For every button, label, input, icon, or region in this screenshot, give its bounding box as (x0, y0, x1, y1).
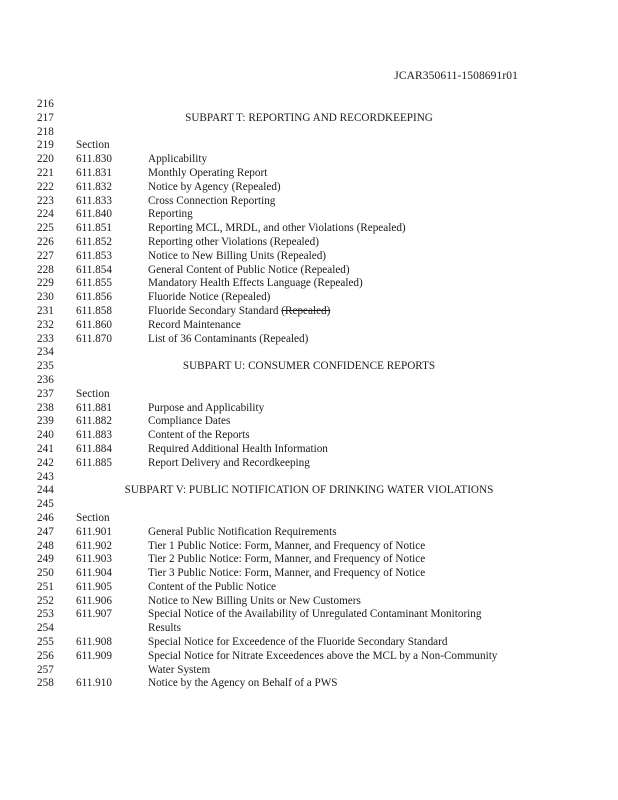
section-number: 611.908 (76, 636, 112, 649)
section-title (148, 181, 281, 195)
section-title-text: Content of the Public Notice (148, 580, 277, 593)
line-number: 219 (37, 139, 54, 152)
section-title (148, 636, 447, 650)
line-number: 223 (37, 194, 54, 207)
section-number: 611.910 (76, 677, 112, 690)
section-title-text: Fluoride Notice (Repealed) (148, 291, 271, 304)
section-number: 611.870 (76, 332, 112, 345)
document-line (0, 291, 618, 305)
section-title-text: Compliance Dates (148, 415, 231, 428)
struck-text: (Repealed) (281, 304, 331, 317)
section-title (148, 333, 308, 347)
document-line (0, 567, 618, 581)
line-number: 222 (37, 180, 54, 193)
section-title (148, 264, 350, 278)
line-number: 216 (37, 98, 54, 110)
section-title-text: Notice by the Agency on Behalf of a PWS (148, 677, 338, 690)
section-number: 611.854 (76, 263, 112, 276)
document-id-header: JCAR350611-1508691r01 (394, 70, 518, 82)
line-number: 220 (37, 153, 54, 166)
line-number: 240 (37, 429, 54, 442)
line-number: 238 (37, 401, 54, 414)
section-title (148, 677, 338, 691)
section-title (148, 291, 270, 305)
line-number: 230 (37, 291, 54, 304)
section-number: 611.901 (76, 525, 112, 538)
document-line (0, 471, 618, 485)
document-line (0, 167, 618, 181)
section-title-text: Tier 2 Public Notice: Form, Manner, and Frequency of Notice (148, 553, 426, 566)
section-title-text: Record Maintenance (148, 318, 241, 331)
line-number: 242 (37, 456, 54, 469)
line-number: 234 (37, 346, 54, 359)
section-title (148, 526, 337, 540)
section-column-label: Section (76, 139, 110, 152)
document-line (0, 415, 618, 429)
section-title (148, 236, 319, 250)
section-number: 611.853 (76, 249, 112, 262)
document-line (0, 636, 618, 650)
section-title-text: List of 36 Contaminants (Repealed) (148, 332, 309, 345)
section-title (148, 567, 425, 581)
document-line (0, 498, 618, 512)
section-number: 611.906 (76, 594, 112, 607)
section-number: 611.833 (76, 194, 112, 207)
document-line (0, 622, 618, 636)
line-number: 221 (37, 166, 54, 179)
section-title-text: General Content of Public Notice (Repealed) (148, 263, 350, 276)
line-number: 254 (37, 622, 54, 635)
section-number: 611.856 (76, 291, 112, 304)
section-title (148, 415, 230, 429)
line-number: 253 (37, 608, 54, 621)
section-title-text: Reporting (148, 208, 193, 221)
document-line (0, 677, 618, 691)
section-title (148, 208, 193, 222)
section-number: 611.881 (76, 401, 112, 414)
section-title-text: Content of the Reports (148, 429, 250, 442)
section-number: 611.852 (76, 235, 112, 248)
line-number: 232 (37, 318, 54, 331)
document-line (0, 139, 618, 153)
document-line (0, 333, 618, 347)
section-number: 611.904 (76, 567, 112, 580)
section-title-text: Report Delivery and Recordkeeping (148, 456, 310, 469)
line-number: 224 (37, 208, 54, 221)
line-number: 243 (37, 470, 54, 483)
line-number: 218 (37, 125, 54, 138)
document-line (0, 250, 618, 264)
document-line (0, 402, 618, 416)
line-number: 235 (37, 360, 54, 373)
line-number: 236 (37, 373, 54, 386)
section-number: 611.903 (76, 553, 112, 566)
section-title (148, 195, 275, 209)
document-line (0, 305, 618, 319)
document-line (0, 388, 618, 402)
section-title (148, 581, 276, 595)
document-line (0, 264, 618, 278)
section-title (148, 608, 481, 622)
line-number: 251 (37, 580, 54, 593)
line-number: 249 (37, 553, 54, 566)
document-line (0, 664, 618, 678)
document-line (0, 208, 618, 222)
line-number: 227 (37, 249, 54, 262)
document-line (0, 181, 618, 195)
section-title-text: Reporting MCL, MRDL, and other Violations (Repealed) (148, 222, 406, 235)
section-title (148, 250, 326, 264)
section-title-text: Notice by Agency (Repealed) (148, 180, 281, 193)
document-line (0, 374, 618, 388)
section-title-text: Results (148, 622, 181, 635)
line-number: 226 (37, 235, 54, 248)
line-number: 239 (37, 415, 54, 428)
line-number: 255 (37, 636, 54, 649)
document-line (0, 319, 618, 333)
section-title (148, 222, 406, 236)
document-line (0, 457, 618, 471)
document-line (0, 443, 618, 457)
line-number: 245 (37, 498, 54, 511)
section-number: 611.858 (76, 304, 112, 317)
subpart-heading: SUBPART T: REPORTING AND RECORDKEEPING (185, 111, 433, 124)
document-line (0, 98, 618, 112)
section-title-text: Monthly Operating Report (148, 166, 268, 179)
section-title (148, 540, 425, 554)
line-number: 237 (37, 387, 54, 400)
section-title (148, 429, 250, 443)
section-title-text: Tier 1 Public Notice: Form, Manner, and Frequency of Notice (148, 539, 426, 552)
section-title-text: Special Notice for Exceedence of the Fluoride Secondary Standard (148, 636, 448, 649)
document-line (0, 540, 618, 554)
line-number: 244 (37, 484, 54, 497)
section-title (148, 167, 267, 181)
document-line (0, 126, 618, 140)
line-number: 248 (37, 539, 54, 552)
document-line (0, 581, 618, 595)
section-title-text: Tier 3 Public Notice: Form, Manner, and Frequency of Notice (148, 567, 426, 580)
section-number: 611.832 (76, 180, 112, 193)
section-title-text: Special Notice for Nitrate Exceedences above the MCL by a Non-Community (148, 649, 498, 662)
section-title-text: Purpose and Applicability (148, 401, 265, 414)
line-number: 257 (37, 663, 54, 676)
document-line (0, 153, 618, 167)
document-line (0, 595, 618, 609)
document-line (0, 277, 618, 291)
section-title (148, 319, 241, 333)
subpart-heading: SUBPART U: CONSUMER CONFIDENCE REPORTS (182, 360, 436, 373)
document-line (0, 112, 618, 126)
line-number: 233 (37, 332, 54, 345)
section-title (148, 664, 210, 678)
section-title (148, 402, 264, 416)
section-number: 611.885 (76, 456, 112, 469)
section-title (148, 553, 425, 567)
document-line (0, 512, 618, 526)
line-number: 247 (37, 525, 54, 538)
section-number: 611.902 (76, 539, 112, 552)
section-title (148, 595, 361, 609)
document-line (0, 195, 618, 209)
section-title-text: General Public Notification Requirements (148, 525, 337, 538)
section-number: 611.851 (76, 222, 112, 235)
line-number: 229 (37, 277, 54, 290)
section-title-text: Mandatory Health Effects Language (Repealed) (148, 277, 363, 290)
line-number: 250 (37, 567, 54, 580)
line-number: 256 (37, 649, 54, 662)
section-column-label: Section (76, 511, 110, 524)
document-line (0, 236, 618, 250)
section-number: 611.907 (76, 608, 112, 621)
line-number: 225 (37, 222, 54, 235)
section-title (148, 650, 497, 664)
document-line (0, 650, 618, 664)
line-number: 246 (37, 511, 54, 524)
document-line (0, 429, 618, 443)
section-title-text: Notice to New Billing Units (Repealed) (148, 249, 327, 262)
section-title-text: Required Additional Health Information (148, 442, 328, 455)
section-title-text: Special Notice of the Availability of Unregulated Contaminant Monitoring (148, 608, 482, 621)
section-title-text: Notice to New Billing Units or New Customers (148, 594, 361, 607)
section-title (148, 443, 328, 457)
section-title (148, 277, 363, 291)
section-title (148, 457, 310, 471)
section-number: 611.855 (76, 277, 112, 290)
document-line (0, 360, 618, 374)
section-title-text: Reporting other Violations (Repealed) (148, 235, 319, 248)
section-number: 611.840 (76, 208, 112, 221)
section-number: 611.882 (76, 415, 112, 428)
subpart-heading: SUBPART V: PUBLIC NOTIFICATION OF DRINKING WATER VIOLATIONS (124, 484, 494, 497)
section-number: 611.831 (76, 166, 112, 179)
document-line (0, 553, 618, 567)
document-line (0, 526, 618, 540)
line-number: 241 (37, 442, 54, 455)
line-number: 217 (37, 111, 54, 124)
section-number: 611.905 (76, 580, 112, 593)
document-line (0, 346, 618, 360)
document-line (0, 608, 618, 622)
document-line (0, 222, 618, 236)
section-number: 611.860 (76, 318, 112, 331)
table-of-contents (0, 98, 618, 691)
section-number: 611.909 (76, 649, 112, 662)
section-number: 611.884 (76, 442, 112, 455)
section-title-text: Cross Connection Reporting (148, 194, 276, 207)
section-title (148, 153, 207, 167)
section-title-text: Applicability (148, 153, 208, 166)
line-number: 252 (37, 594, 54, 607)
section-number: 611.830 (76, 153, 112, 166)
document-line (0, 484, 618, 498)
section-title (148, 305, 330, 319)
line-number: 228 (37, 263, 54, 276)
line-number: 231 (37, 304, 54, 317)
line-number: 258 (37, 677, 54, 690)
section-number: 611.883 (76, 429, 112, 442)
section-column-label: Section (76, 387, 110, 400)
section-title-text: Water System (148, 663, 211, 676)
section-title (148, 622, 181, 636)
section-title-text: Fluoride Secondary Standard (148, 304, 279, 317)
